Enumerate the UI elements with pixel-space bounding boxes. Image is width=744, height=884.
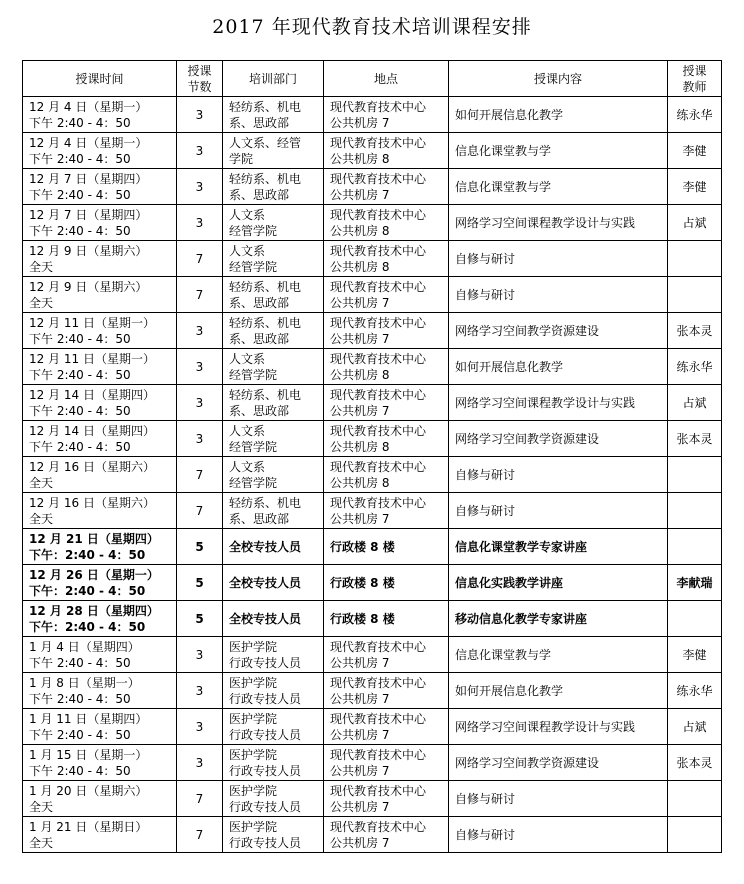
- cell-content: 网络学习空间教学资源建设: [449, 421, 668, 457]
- cell-teacher: 张本灵: [668, 313, 722, 349]
- table-row: [23, 673, 722, 709]
- cell-time-range: 全天: [29, 511, 54, 526]
- cell-dept-line2: 系、思政部: [229, 331, 290, 346]
- cell-teacher: 李健: [668, 637, 722, 673]
- cell-dept: [223, 133, 324, 169]
- cell-time: [23, 637, 177, 673]
- cell-dept-line2: 学院: [229, 151, 254, 166]
- cell-dept-line1: 轻纺系、机电: [229, 495, 302, 510]
- table-row: [23, 493, 722, 529]
- table-row: [23, 385, 722, 421]
- cell-location-line1: 现代教育技术中心: [330, 315, 427, 330]
- cell-teacher: [668, 457, 722, 493]
- cell-location: [324, 529, 449, 565]
- cell-content: 自修与研讨: [449, 781, 668, 817]
- table-row: [23, 421, 722, 457]
- cell-date: 12 月 4 日（星期一）: [29, 99, 148, 114]
- cell-dept-line2: 经管学院: [229, 475, 278, 490]
- cell-dept: [223, 169, 324, 205]
- cell-dept: [223, 637, 324, 673]
- cell-time-range: 下午 2:40 - 4：50: [29, 367, 131, 382]
- cell-date: 12 月 7 日（星期四）: [29, 207, 148, 222]
- header-teacher-line2: 教师: [682, 79, 707, 94]
- cell-location: [324, 313, 449, 349]
- cell-time: [23, 385, 177, 421]
- cell-teacher: 李献瑞: [668, 565, 722, 601]
- cell-location: [324, 565, 449, 601]
- table-row: [23, 313, 722, 349]
- cell-location: [324, 241, 449, 277]
- cell-location: [324, 349, 449, 385]
- cell-time-range: 全天: [29, 799, 54, 814]
- cell-hours: 3: [177, 709, 223, 745]
- table-row: [23, 565, 722, 601]
- cell-teacher: 练永华: [668, 673, 722, 709]
- cell-location: [324, 601, 449, 637]
- cell-teacher: 练永华: [668, 97, 722, 133]
- cell-time-range: 下午：2:40 - 4：50: [29, 619, 146, 634]
- cell-date: 12 月 11 日（星期一）: [29, 315, 155, 330]
- cell-location-line2: 公共机房 8: [330, 259, 390, 274]
- cell-location-line2: 公共机房 7: [330, 655, 390, 670]
- cell-location-line1: 现代教育技术中心: [330, 171, 427, 186]
- cell-date: 1 月 4 日（星期四）: [29, 639, 140, 654]
- cell-dept-line2: 经管学院: [229, 259, 278, 274]
- cell-time-range: 下午 2:40 - 4：50: [29, 331, 131, 346]
- cell-content: 自修与研讨: [449, 493, 668, 529]
- cell-time: [23, 457, 177, 493]
- cell-dept-line2: 行政专技人员: [229, 691, 302, 706]
- cell-dept-line2: 系、思政部: [229, 187, 290, 202]
- cell-dept-line2: 系、思政部: [229, 115, 290, 130]
- cell-location-line1: 行政楼 8 楼: [330, 539, 395, 554]
- cell-date: 12 月 14 日（星期四）: [29, 423, 155, 438]
- cell-content: 信息化课堂教与学: [449, 133, 668, 169]
- table-row: [23, 601, 722, 637]
- cell-dept: [223, 709, 324, 745]
- cell-teacher: [668, 817, 722, 853]
- cell-location: [324, 745, 449, 781]
- cell-dept: [223, 205, 324, 241]
- cell-location: [324, 709, 449, 745]
- cell-dept: [223, 817, 324, 853]
- cell-content: 如何开展信息化教学: [449, 97, 668, 133]
- header-teacher-line1: 授课: [682, 63, 707, 78]
- cell-location: [324, 169, 449, 205]
- cell-dept: [223, 565, 324, 601]
- cell-teacher: 李健: [668, 133, 722, 169]
- header-time: 授课时间: [23, 61, 177, 97]
- cell-location-line1: 现代教育技术中心: [330, 243, 427, 258]
- cell-location-line2: 公共机房 7: [330, 799, 390, 814]
- cell-time-range: 下午 2:40 - 4：50: [29, 151, 131, 166]
- cell-location: [324, 421, 449, 457]
- cell-time: [23, 205, 177, 241]
- cell-date: 1 月 8 日（星期一）: [29, 675, 140, 690]
- cell-teacher: [668, 781, 722, 817]
- cell-hours: 3: [177, 673, 223, 709]
- cell-location-line1: 现代教育技术中心: [330, 279, 427, 294]
- cell-dept-line1: 全校专技人员: [229, 575, 302, 590]
- table-row: [23, 745, 722, 781]
- cell-dept: [223, 781, 324, 817]
- cell-time-range: 全天: [29, 835, 54, 850]
- cell-dept-line1: 轻纺系、机电: [229, 279, 302, 294]
- header-dept: 培训部门: [223, 61, 324, 97]
- cell-hours: 3: [177, 205, 223, 241]
- cell-location-line1: 现代教育技术中心: [330, 423, 427, 438]
- cell-teacher: [668, 493, 722, 529]
- table-row: [23, 97, 722, 133]
- cell-time-range: 下午 2:40 - 4：50: [29, 439, 131, 454]
- cell-hours: 3: [177, 385, 223, 421]
- header-location: 地点: [324, 61, 449, 97]
- cell-hours: 3: [177, 637, 223, 673]
- cell-dept-line1: 医护学院: [229, 711, 278, 726]
- table-row: [23, 277, 722, 313]
- cell-location-line1: 行政楼 8 楼: [330, 611, 395, 626]
- cell-dept-line2: 行政专技人员: [229, 727, 302, 742]
- cell-location-line2: 公共机房 7: [330, 727, 390, 742]
- cell-time-range: 下午：2:40 - 4：50: [29, 547, 146, 562]
- cell-location-line1: 现代教育技术中心: [330, 207, 427, 222]
- cell-time: [23, 133, 177, 169]
- cell-content: 信息化课堂教与学: [449, 169, 668, 205]
- cell-teacher: 占斌: [668, 709, 722, 745]
- cell-location-line2: 公共机房 7: [330, 115, 390, 130]
- cell-content: 网络学习空间课程教学设计与实践: [449, 385, 668, 421]
- cell-location-line1: 现代教育技术中心: [330, 747, 427, 762]
- cell-date: 12 月 16 日（星期六）: [29, 495, 155, 510]
- cell-dept-line2: 行政专技人员: [229, 835, 302, 850]
- cell-teacher: [668, 277, 722, 313]
- cell-location-line2: 公共机房 8: [330, 439, 390, 454]
- cell-time-range: 全天: [29, 259, 54, 274]
- cell-dept: [223, 673, 324, 709]
- cell-dept-line2: 系、思政部: [229, 403, 290, 418]
- cell-hours: 3: [177, 169, 223, 205]
- cell-content: 自修与研讨: [449, 457, 668, 493]
- cell-hours: 7: [177, 457, 223, 493]
- cell-date: 12 月 26 日（星期一）: [29, 567, 159, 582]
- cell-location: [324, 277, 449, 313]
- cell-teacher: 张本灵: [668, 745, 722, 781]
- cell-dept-line1: 轻纺系、机电: [229, 99, 302, 114]
- cell-dept-line1: 医护学院: [229, 675, 278, 690]
- cell-date: 12 月 14 日（星期四）: [29, 387, 155, 402]
- cell-location-line2: 公共机房 8: [330, 223, 390, 238]
- cell-time: [23, 601, 177, 637]
- cell-location-line1: 行政楼 8 楼: [330, 575, 395, 590]
- cell-location-line2: 公共机房 7: [330, 295, 390, 310]
- cell-time: [23, 277, 177, 313]
- cell-teacher: 占斌: [668, 385, 722, 421]
- cell-teacher: 练永华: [668, 349, 722, 385]
- cell-location: [324, 673, 449, 709]
- cell-location-line2: 公共机房 7: [330, 691, 390, 706]
- cell-hours: 7: [177, 241, 223, 277]
- cell-hours: 3: [177, 97, 223, 133]
- cell-location: [324, 205, 449, 241]
- cell-dept-line1: 人文系: [229, 459, 266, 474]
- cell-location-line2: 公共机房 8: [330, 367, 390, 382]
- cell-content: 信息化实践教学讲座: [449, 565, 668, 601]
- cell-dept-line1: 人文系: [229, 207, 266, 222]
- header-hours-line1: 授课: [187, 63, 212, 78]
- cell-date: 1 月 15 日（星期一）: [29, 747, 148, 762]
- cell-location: [324, 385, 449, 421]
- cell-dept: [223, 349, 324, 385]
- cell-time: [23, 781, 177, 817]
- cell-dept-line2: 行政专技人员: [229, 763, 302, 778]
- cell-location: [324, 781, 449, 817]
- cell-content: 如何开展信息化教学: [449, 673, 668, 709]
- cell-dept-line2: 经管学院: [229, 439, 278, 454]
- cell-date: 12 月 11 日（星期一）: [29, 351, 155, 366]
- cell-date: 1 月 20 日（星期六）: [29, 783, 148, 798]
- cell-time-range: 下午 2:40 - 4：50: [29, 115, 131, 130]
- cell-time: [23, 421, 177, 457]
- cell-date: 12 月 28 日（星期四）: [29, 603, 159, 618]
- cell-time: [23, 241, 177, 277]
- table-row: [23, 349, 722, 385]
- cell-time: [23, 493, 177, 529]
- cell-dept-line1: 医护学院: [229, 819, 278, 834]
- cell-dept: [223, 241, 324, 277]
- cell-content: 信息化课堂教学专家讲座: [449, 529, 668, 565]
- cell-dept: [223, 493, 324, 529]
- cell-dept-line1: 人文系: [229, 423, 266, 438]
- cell-dept: [223, 385, 324, 421]
- cell-location-line1: 现代教育技术中心: [330, 639, 427, 654]
- cell-dept-line1: 轻纺系、机电: [229, 387, 302, 402]
- cell-time: [23, 169, 177, 205]
- table-row: [23, 169, 722, 205]
- cell-teacher: 李健: [668, 169, 722, 205]
- cell-time-range: 下午 2:40 - 4：50: [29, 223, 131, 238]
- cell-location-line1: 现代教育技术中心: [330, 99, 427, 114]
- cell-content: 自修与研讨: [449, 277, 668, 313]
- cell-location-line2: 公共机房 7: [330, 511, 390, 526]
- table-row: [23, 529, 722, 565]
- cell-date: 12 月 21 日（星期四）: [29, 531, 159, 546]
- cell-dept-line1: 轻纺系、机电: [229, 315, 302, 330]
- cell-location-line1: 现代教育技术中心: [330, 135, 427, 150]
- cell-location: [324, 637, 449, 673]
- cell-hours: 5: [177, 565, 223, 601]
- cell-dept: [223, 601, 324, 637]
- cell-location-line1: 现代教育技术中心: [330, 351, 427, 366]
- cell-date: 1 月 11 日（星期四）: [29, 711, 148, 726]
- table-row: [23, 241, 722, 277]
- cell-date: 12 月 16 日（星期六）: [29, 459, 155, 474]
- page-title: 2017 年现代教育技术培训课程安排: [212, 16, 532, 38]
- cell-time-range: 下午 2:40 - 4：50: [29, 763, 131, 778]
- table-row: [23, 133, 722, 169]
- cell-location-line2: 公共机房 8: [330, 151, 390, 166]
- cell-dept-line2: 行政专技人员: [229, 799, 302, 814]
- cell-dept-line1: 医护学院: [229, 783, 278, 798]
- header-content: 授课内容: [449, 61, 668, 97]
- cell-time-range: 下午 2:40 - 4：50: [29, 187, 131, 202]
- cell-content: 网络学习空间教学资源建设: [449, 745, 668, 781]
- table-row: [23, 457, 722, 493]
- table-row: [23, 205, 722, 241]
- cell-time: [23, 97, 177, 133]
- cell-dept: [223, 97, 324, 133]
- cell-date: 12 月 9 日（星期六）: [29, 279, 148, 294]
- cell-content: 自修与研讨: [449, 817, 668, 853]
- cell-hours: 7: [177, 817, 223, 853]
- cell-dept-line1: 全校专技人员: [229, 611, 302, 626]
- cell-time: [23, 349, 177, 385]
- table-row: [23, 637, 722, 673]
- cell-location-line1: 现代教育技术中心: [330, 675, 427, 690]
- cell-location: [324, 817, 449, 853]
- cell-dept: [223, 421, 324, 457]
- cell-dept-line1: 医护学院: [229, 639, 278, 654]
- cell-dept-line2: 系、思政部: [229, 295, 290, 310]
- cell-teacher: 张本灵: [668, 421, 722, 457]
- cell-teacher: 占斌: [668, 205, 722, 241]
- cell-time: [23, 673, 177, 709]
- cell-time: [23, 709, 177, 745]
- cell-location-line2: 公共机房 7: [330, 763, 390, 778]
- cell-time-range: 下午 2:40 - 4：50: [29, 691, 131, 706]
- cell-location: [324, 97, 449, 133]
- cell-content: 如何开展信息化教学: [449, 349, 668, 385]
- cell-teacher: [668, 241, 722, 277]
- cell-content: 移动信息化教学专家讲座: [449, 601, 668, 637]
- cell-content: 自修与研讨: [449, 241, 668, 277]
- cell-hours: 3: [177, 421, 223, 457]
- cell-dept: [223, 457, 324, 493]
- cell-hours: 5: [177, 529, 223, 565]
- cell-content: 信息化课堂教与学: [449, 637, 668, 673]
- cell-dept-line1: 人文系、经管: [229, 135, 302, 150]
- cell-time: [23, 817, 177, 853]
- cell-location-line2: 公共机房 8: [330, 475, 390, 490]
- cell-location-line2: 公共机房 7: [330, 187, 390, 202]
- cell-hours: 7: [177, 781, 223, 817]
- cell-teacher: [668, 529, 722, 565]
- cell-date: 1 月 21 日（星期日）: [29, 819, 148, 834]
- header-hours: [177, 61, 223, 97]
- cell-location: [324, 457, 449, 493]
- cell-location-line1: 现代教育技术中心: [330, 819, 427, 834]
- header-teacher: [668, 61, 722, 97]
- cell-location-line1: 现代教育技术中心: [330, 711, 427, 726]
- cell-time: [23, 313, 177, 349]
- cell-dept: [223, 745, 324, 781]
- cell-hours: 3: [177, 349, 223, 385]
- cell-hours: 3: [177, 133, 223, 169]
- cell-time: [23, 529, 177, 565]
- cell-time-range: 下午 2:40 - 4：50: [29, 403, 131, 418]
- cell-location-line2: 公共机房 7: [330, 331, 390, 346]
- cell-location-line1: 现代教育技术中心: [330, 495, 427, 510]
- cell-location: [324, 133, 449, 169]
- cell-dept-line1: 人文系: [229, 351, 266, 366]
- cell-time-range: 全天: [29, 295, 54, 310]
- cell-location-line1: 现代教育技术中心: [330, 783, 427, 798]
- cell-time: [23, 745, 177, 781]
- cell-teacher: [668, 601, 722, 637]
- cell-location-line2: 公共机房 7: [330, 835, 390, 850]
- cell-content: 网络学习空间课程教学设计与实践: [449, 205, 668, 241]
- cell-dept: [223, 277, 324, 313]
- cell-hours: 5: [177, 601, 223, 637]
- cell-dept-line2: 经管学院: [229, 367, 278, 382]
- cell-location: [324, 493, 449, 529]
- cell-dept: [223, 313, 324, 349]
- cell-location-line2: 公共机房 7: [330, 403, 390, 418]
- cell-dept-line1: 全校专技人员: [229, 539, 302, 554]
- cell-time-range: 下午 2:40 - 4：50: [29, 655, 131, 670]
- cell-time: [23, 565, 177, 601]
- schedule-table: [22, 60, 722, 853]
- cell-dept-line1: 医护学院: [229, 747, 278, 762]
- cell-hours: 3: [177, 745, 223, 781]
- table-row: [23, 781, 722, 817]
- table-row: [23, 817, 722, 853]
- cell-date: 12 月 4 日（星期一）: [29, 135, 148, 150]
- cell-hours: 7: [177, 493, 223, 529]
- cell-dept-line2: 系、思政部: [229, 511, 290, 526]
- cell-dept-line1: 人文系: [229, 243, 266, 258]
- table-row: [23, 709, 722, 745]
- cell-dept-line1: 轻纺系、机电: [229, 171, 302, 186]
- cell-dept-line2: 行政专技人员: [229, 655, 302, 670]
- cell-dept: [223, 529, 324, 565]
- cell-hours: 7: [177, 277, 223, 313]
- header-hours-line2: 节数: [187, 79, 212, 94]
- cell-content: 网络学习空间课程教学设计与实践: [449, 709, 668, 745]
- cell-content: 网络学习空间教学资源建设: [449, 313, 668, 349]
- header-row: [23, 61, 722, 97]
- cell-time-range: 下午 2:40 - 4：50: [29, 727, 131, 742]
- cell-location-line1: 现代教育技术中心: [330, 459, 427, 474]
- cell-date: 12 月 7 日（星期四）: [29, 171, 148, 186]
- cell-time-range: 全天: [29, 475, 54, 490]
- cell-location-line1: 现代教育技术中心: [330, 387, 427, 402]
- cell-dept-line2: 经管学院: [229, 223, 278, 238]
- cell-date: 12 月 9 日（星期六）: [29, 243, 148, 258]
- cell-time-range: 下午：2:40 - 4：50: [29, 583, 146, 598]
- cell-hours: 3: [177, 313, 223, 349]
